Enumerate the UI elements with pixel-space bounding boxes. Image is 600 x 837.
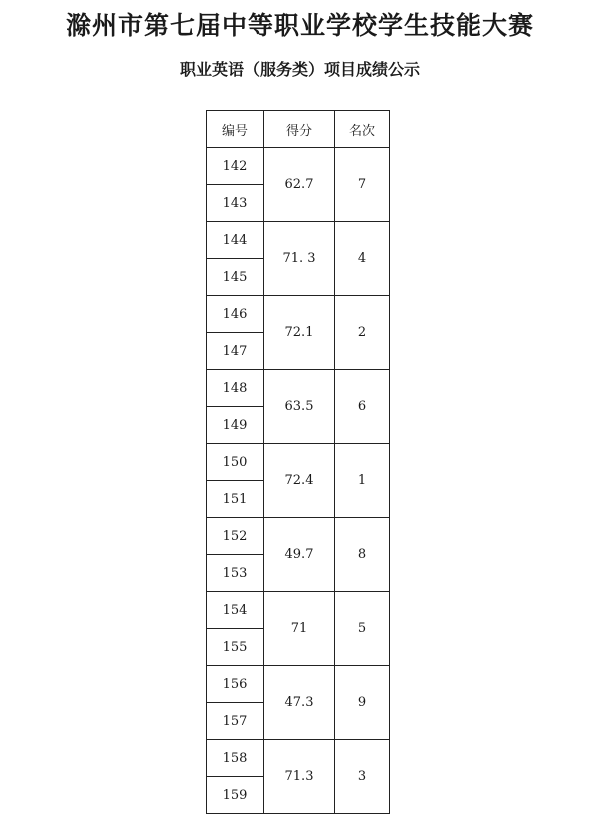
- table-row: [207, 296, 390, 333]
- score-cell: 71: [264, 592, 335, 666]
- document-title: 滁州市第七届中等职业学校学生技能大赛: [65, 11, 534, 40]
- score-cell: 72.1: [264, 296, 335, 370]
- score-cell: 49.7: [264, 518, 335, 592]
- rank-cell: 3: [335, 740, 390, 814]
- contestant-id: 154: [207, 592, 264, 629]
- table-header: [207, 111, 390, 148]
- contestant-id: 155: [207, 629, 264, 666]
- contestant-id: 146: [207, 296, 264, 333]
- contestant-id: 151: [207, 481, 264, 518]
- rank-cell: 8: [335, 518, 390, 592]
- table-body: [207, 148, 390, 814]
- rank-cell: 5: [335, 592, 390, 666]
- contestant-id: 159: [207, 777, 264, 814]
- table-row: [207, 444, 390, 481]
- table-row: [207, 740, 390, 777]
- rank-cell: 9: [335, 666, 390, 740]
- table-row: [207, 222, 390, 259]
- contestant-id: 147: [207, 333, 264, 370]
- score-cell: 63.5: [264, 370, 335, 444]
- rank-cell: 6: [335, 370, 390, 444]
- score-cell: 47.3: [264, 666, 335, 740]
- rank-cell: 4: [335, 222, 390, 296]
- contestant-id: 145: [207, 259, 264, 296]
- contestant-id: 148: [207, 370, 264, 407]
- contestant-id: 156: [207, 666, 264, 703]
- rank-cell: 7: [335, 148, 390, 222]
- header-rank: 名次: [335, 111, 390, 148]
- rank-cell: 1: [335, 444, 390, 518]
- contestant-id: 152: [207, 518, 264, 555]
- table-row: [207, 666, 390, 703]
- results-table: [206, 110, 390, 814]
- score-cell: 62.7: [264, 148, 335, 222]
- document-subtitle: 职业英语（服务类）项目成绩公示: [179, 60, 420, 79]
- table-row: [207, 518, 390, 555]
- score-cell: 71. 3: [264, 222, 335, 296]
- contestant-id: 143: [207, 185, 264, 222]
- rank-cell: 2: [335, 296, 390, 370]
- contestant-id: 150: [207, 444, 264, 481]
- contestant-id: 142: [207, 148, 264, 185]
- table-row: [207, 148, 390, 185]
- header-row: [207, 111, 390, 148]
- contestant-id: 158: [207, 740, 264, 777]
- contestant-id: 153: [207, 555, 264, 592]
- contestant-id: 157: [207, 703, 264, 740]
- score-cell: 72.4: [264, 444, 335, 518]
- contestant-id: 144: [207, 222, 264, 259]
- score-cell: 71.3: [264, 740, 335, 814]
- header-id: 编号: [207, 111, 264, 148]
- contestant-id: 149: [207, 407, 264, 444]
- table-row: [207, 592, 390, 629]
- table-row: [207, 370, 390, 407]
- header-score: 得分: [264, 111, 335, 148]
